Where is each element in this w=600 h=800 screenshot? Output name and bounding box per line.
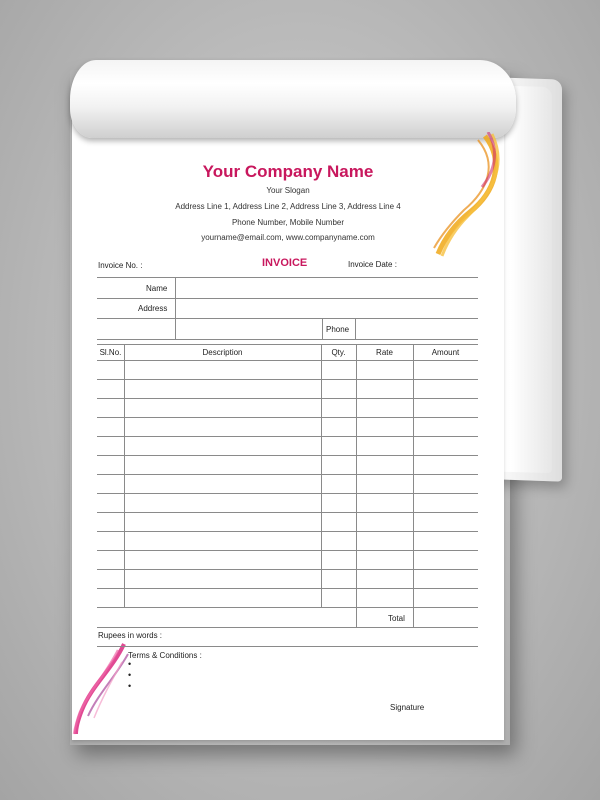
table-column-divider (413, 344, 414, 627)
invoice-date-label: Invoice Date : (348, 260, 397, 269)
divider (97, 298, 478, 299)
table-row-divider (97, 379, 478, 380)
company-address: Address Line 1, Address Line 2, Address Line 3, Address Line 4 (175, 202, 401, 211)
divider (97, 277, 478, 278)
divider (97, 318, 478, 319)
column-header-slno: Sl.No. (99, 348, 122, 357)
table-row-divider (97, 531, 478, 532)
table-row-divider (97, 493, 478, 494)
table-column-divider (321, 344, 322, 607)
divider (97, 339, 478, 340)
table-row-divider (97, 474, 478, 475)
table-header-divider (97, 360, 478, 361)
table-row-divider (97, 455, 478, 456)
table-row-divider (97, 569, 478, 570)
divider (175, 277, 176, 339)
column-header-qty: Qty. (331, 348, 346, 357)
pad-binding-curl (70, 60, 516, 138)
signature-label: Signature (390, 703, 425, 712)
invoice-number-label: Invoice No. : (98, 261, 143, 270)
table-border (97, 627, 478, 628)
column-header-description: Description (202, 348, 243, 357)
column-header-amount: Amount (431, 348, 460, 357)
swirl-decoration-bottom-icon (72, 640, 132, 736)
company-phone: Phone Number, Mobile Number (231, 218, 345, 227)
table-row-divider (97, 512, 478, 513)
table-row-divider (97, 398, 478, 399)
divider (97, 646, 478, 647)
terms-bullet: • (128, 659, 132, 669)
customer-address-label: Address (138, 304, 168, 313)
invoice-title: INVOICE (262, 257, 308, 269)
table-row-divider (97, 550, 478, 551)
table-column-divider (356, 344, 357, 627)
table-border (97, 344, 478, 345)
company-name: Your Company Name (202, 162, 374, 181)
table-column-divider (124, 344, 125, 607)
terms-label: Terms & Conditions : (128, 651, 202, 660)
table-row-divider (97, 607, 478, 608)
total-label: Total (388, 614, 405, 623)
customer-name-label: Name (146, 284, 168, 293)
table-row-divider (97, 417, 478, 418)
table-row-divider (97, 436, 478, 437)
customer-phone-label: Phone (326, 325, 350, 334)
terms-bullet: • (128, 681, 132, 691)
rupees-in-words-label: Rupees in words : (98, 631, 163, 640)
table-row-divider (97, 588, 478, 589)
terms-bullet: • (128, 670, 132, 680)
divider (322, 318, 323, 339)
column-header-rate: Rate (376, 348, 393, 357)
divider (355, 318, 356, 339)
company-web: yourname@email.com, www.companyname.com (201, 233, 375, 242)
company-slogan: Your Slogan (266, 186, 310, 195)
